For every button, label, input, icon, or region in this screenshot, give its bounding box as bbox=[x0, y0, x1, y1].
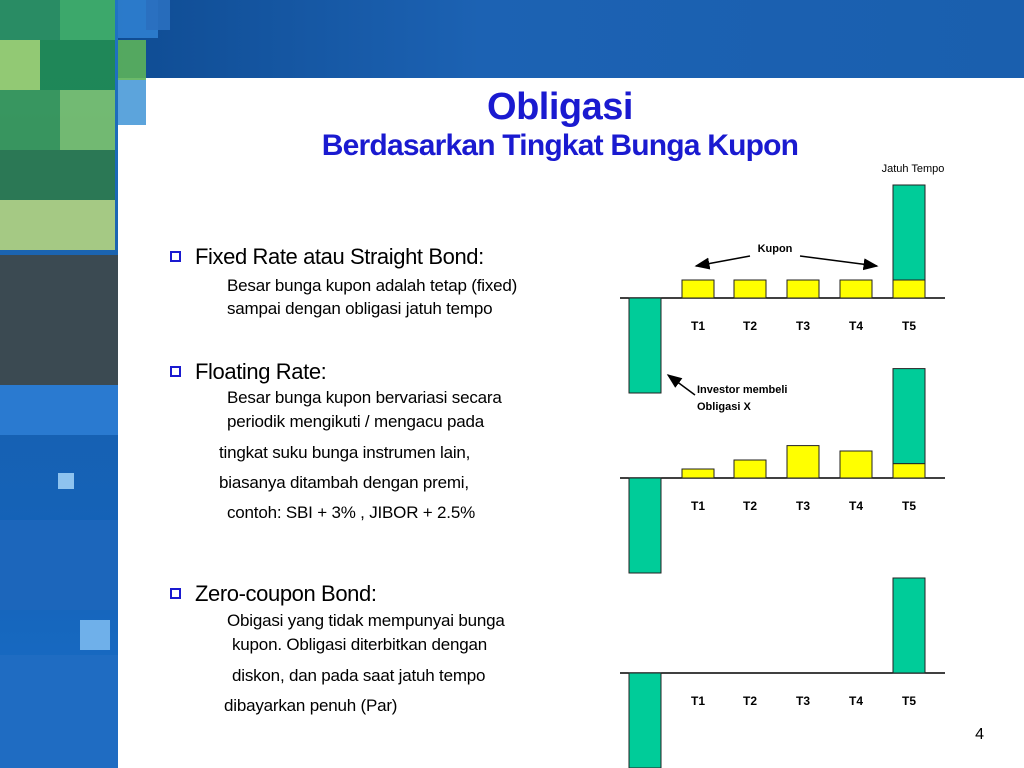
coupon-bar bbox=[734, 460, 766, 478]
coupon-bar bbox=[893, 280, 925, 298]
period-label: T1 bbox=[690, 694, 706, 708]
page-subtitle: Berdasarkan Tingkat Bunga Kupon bbox=[321, 129, 799, 162]
period-label: T3 bbox=[795, 694, 811, 708]
page-number: 4 bbox=[975, 726, 984, 743]
body-line: Besar bunga kupon bervariasi secara bbox=[227, 388, 502, 407]
period-label: T5 bbox=[901, 499, 917, 513]
period-label: T5 bbox=[901, 319, 917, 333]
purchase-outflow-bar bbox=[629, 298, 661, 393]
coupon-bar bbox=[840, 451, 872, 478]
coupon-bar bbox=[840, 280, 872, 298]
body-line: Obigasi yang tidak mempunyai bunga bbox=[227, 611, 505, 630]
period-label: T2 bbox=[742, 499, 758, 513]
coupon-label: Kupon bbox=[757, 243, 793, 255]
coupon-bar bbox=[787, 446, 819, 478]
body-line: sampai dengan obligasi jatuh tempo bbox=[227, 299, 493, 318]
section-heading-text: Floating Rate: bbox=[195, 359, 327, 384]
period-label: T2 bbox=[742, 319, 758, 333]
body-line: biasanya ditambah dengan premi, bbox=[219, 473, 469, 492]
coupon-bar bbox=[734, 280, 766, 298]
section-heading-text: Zero-coupon Bond: bbox=[195, 581, 377, 606]
body-line: periodik mengikuti / mengacu pada bbox=[227, 412, 485, 431]
principal-bar bbox=[893, 369, 925, 464]
purchase-outflow-bar bbox=[629, 673, 661, 768]
section-heading-text: Fixed Rate atau Straight Bond: bbox=[195, 244, 484, 269]
body-line: diskon, dan pada saat jatuh tempo bbox=[232, 666, 486, 685]
investor-label-line1: Investor membeli bbox=[697, 384, 788, 396]
period-label: T1 bbox=[690, 499, 706, 513]
period-label: T3 bbox=[795, 319, 811, 333]
coupon-bar bbox=[682, 280, 714, 298]
body-line: tingkat suku bunga instrumen lain, bbox=[219, 443, 471, 462]
maturity-label: Jatuh Tempo bbox=[881, 163, 945, 175]
body-line: kupon. Obligasi diterbitkan dengan bbox=[232, 635, 487, 654]
period-label: T4 bbox=[848, 694, 864, 708]
body-line: contoh: SBI + 3% , JIBOR + 2.5% bbox=[227, 503, 475, 522]
investor-label-line2: Obligasi X bbox=[697, 401, 751, 413]
period-label: T1 bbox=[690, 319, 706, 333]
period-label: T2 bbox=[742, 694, 758, 708]
coupon-bar bbox=[893, 464, 925, 478]
period-label: T4 bbox=[848, 319, 864, 333]
period-label: T4 bbox=[848, 499, 864, 513]
principal-bar bbox=[893, 578, 925, 673]
coupon-arrow-right bbox=[800, 256, 877, 266]
principal-bar bbox=[893, 185, 925, 280]
coupon-bar bbox=[682, 469, 714, 478]
coupon-bar bbox=[787, 280, 819, 298]
page-title: Obligasi bbox=[487, 86, 633, 128]
purchase-outflow-bar bbox=[629, 478, 661, 573]
period-label: T3 bbox=[795, 499, 811, 513]
coupon-arrow-left bbox=[696, 256, 750, 266]
period-label: T5 bbox=[901, 694, 917, 708]
investor-arrow bbox=[668, 375, 695, 395]
body-line: Besar bunga kupon adalah tetap (fixed) bbox=[227, 276, 518, 295]
body-line: dibayarkan penuh (Par) bbox=[224, 696, 398, 715]
